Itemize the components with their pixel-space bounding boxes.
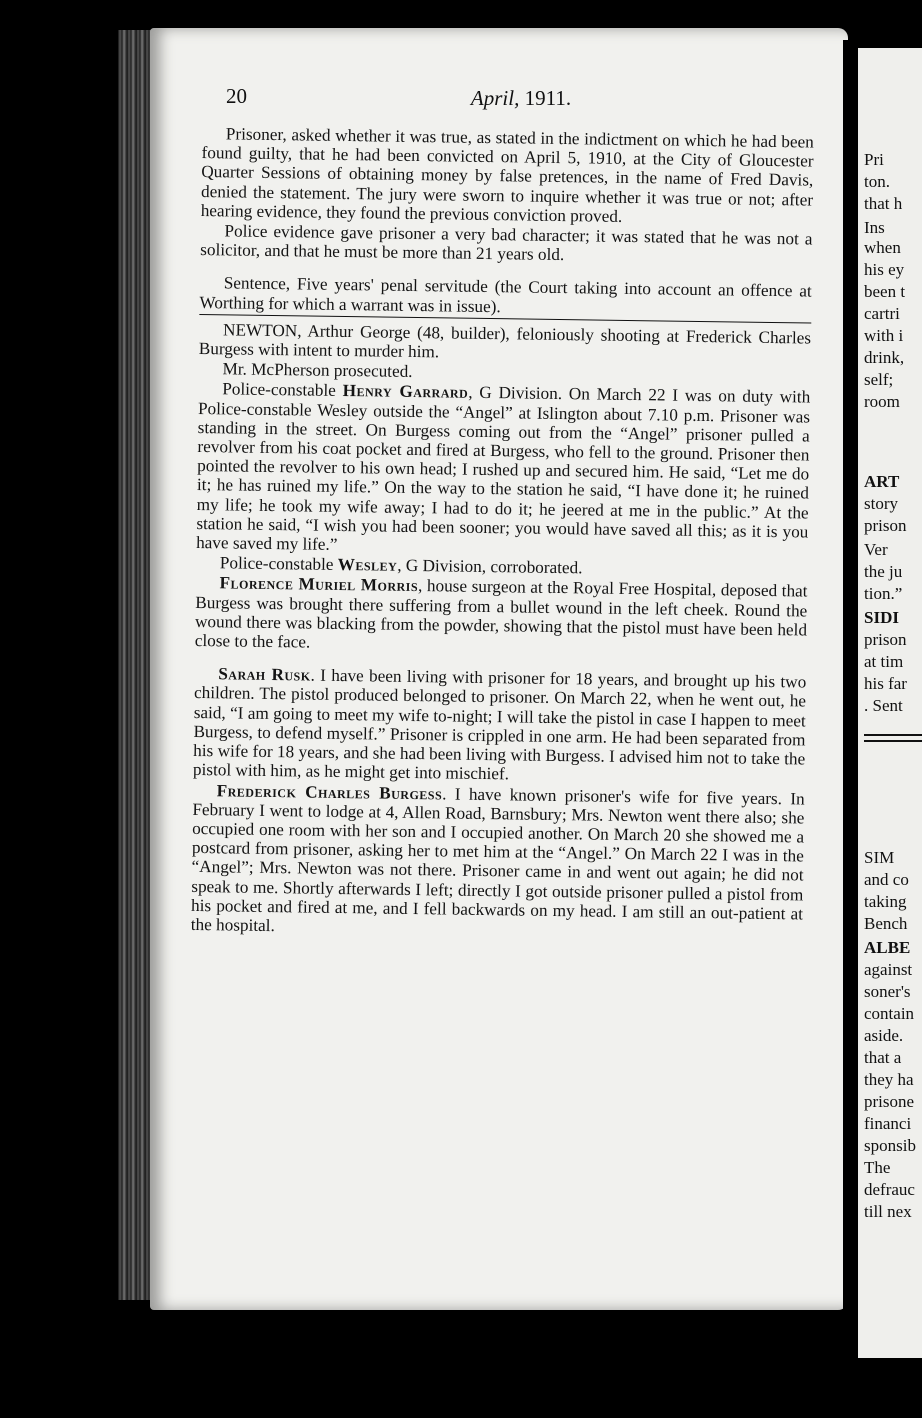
right-page-fragment: story [864, 494, 898, 513]
right-page-fragment: that a [864, 1048, 902, 1067]
right-page-fragment: ton. [864, 172, 890, 191]
right-page-rule [864, 740, 922, 742]
right-page-rule [864, 734, 922, 736]
right-page-fragment: tion.” [864, 584, 903, 603]
right-page-fragment: Pri [864, 150, 884, 169]
right-page-fragment: Ver [864, 540, 888, 559]
right-page-fragment: SIM [864, 848, 895, 867]
page-number: 20 [226, 84, 247, 108]
case-heading: NEWTON, Arthur George (48, builder), feloniously shooting at Frederick Charles Burgess with intent to murder him. [198, 320, 812, 362]
witness-name: Frederick Charles Burgess [216, 780, 443, 803]
right-page-fragment: ART [864, 472, 900, 491]
right-page-fragment: . Sent [864, 696, 903, 715]
right-page-fragment: till nex [864, 1202, 912, 1221]
right-page-fragment: prison [864, 630, 907, 649]
right-page-fragment: and co [864, 870, 909, 889]
testimony-text: , house surgeon at the Royal Free Hospital, deposed that Burgess was brought there suffering from a bullet wound in the left cheek. Round the wound there was blacking from the powder, showing that the pistol must have been held close to the face. [194, 576, 808, 652]
right-page-fragment: been t [864, 282, 906, 301]
right-page-fragment: sponsib [864, 1136, 916, 1155]
testimony-text: , G Division, corroborated. [397, 556, 583, 578]
page-date-year: 1911. [524, 86, 572, 110]
right-page-fragment: with i [864, 326, 904, 345]
page-body [191, 124, 814, 944]
right-page-fragment: cartri [864, 304, 900, 323]
right-page-fragment: The [864, 1158, 891, 1177]
paragraph: Police evidence gave prisoner a very bad character; it was stated that he was not a solicitor, and that he must be more than 21 years old. [200, 221, 813, 265]
right-page-fragment: prisone [864, 1092, 915, 1111]
right-page-fragment: aside. [864, 1026, 904, 1045]
right-page-fragment: they ha [864, 1070, 914, 1089]
right-page-fragment: SIDI [864, 608, 899, 627]
right-page-fragment: defrauc [864, 1180, 915, 1199]
right-page-fragment: the ju [864, 562, 903, 581]
right-page-fragment: self; [864, 370, 894, 389]
witness-name: Wesley [337, 555, 398, 576]
right-page-edge [858, 48, 922, 1358]
witness-role: Police-constable [222, 379, 343, 401]
testimony-text: . I have been living with prisoner for 18 years, and brought up his two children. The pistol produced belonged to prisoner. On March 22, when he went out, he said, “I am going to meet my wife to-night; I will take the pistol in case I happen to meet Burgess, to defend myself.” Prisoner is crippled in one arm. He had been separated from his wife for 18 years, and she had been living with Burgess. I advised him not to take the pistol with him, as he might get into mischief. [192, 665, 807, 784]
paragraph: Sentence, Five years' penal servitude (the Court taking into account an offence at Worthing for which a warrant was in issue). [199, 273, 812, 316]
witness-name: Sarah Rusk [218, 664, 311, 685]
witness-role: Police-constable [219, 553, 338, 575]
right-page-fragment: soner's [864, 982, 911, 1001]
paragraph: Prisoner, asked whether it was true, as stated in the indictment on which he had been found guilty, that he had been convicted on April 5, 1910, at the City of Gloucester Quarter Sessions of obtaining money by false pretences, in the name of Fred Davis, denied the statement. The jury were sworn to inquire whether it was true or not; after hearing evidence, they found the previous conviction proved. [200, 124, 814, 226]
right-page-fragment: ALBE [864, 938, 911, 957]
right-page-fragment: taking [864, 892, 907, 911]
right-page-fragment: prison [864, 516, 907, 535]
right-page-fragment: that h [864, 194, 903, 213]
right-page-fragment: at tim [864, 652, 904, 671]
testimony-text: . I have known prisoner's wife for five years. In February I went to lodge at 4, Allen Road, Barnsbury; Mrs. Newton went there also; she occupied one room with her son and I occupied another. On March 20 she showed me a postcard from prisoner, asking her to met him at the “Angel.” On March 22 I was in the “Angel”; Mrs. Newton was not there. Prisoner came in and went out again; he did not speak to me. Shortly afterwards I left; directly I got outside prisoner pulled a pistol from his pocket and fired at me, and I fell backwards on my head. I am still an out-patient at the hospital. [190, 783, 805, 936]
witness-name: Florence Muriel Morris [219, 573, 419, 596]
witness-name: Henry Garrard [342, 381, 469, 403]
right-page-fragment: drink, [864, 348, 905, 367]
page-date-month: April, [470, 86, 520, 110]
right-page-fragment: when [864, 238, 901, 257]
page-date [226, 86, 816, 111]
right-page-fragment: room [864, 392, 900, 411]
witness-testimony [191, 780, 805, 942]
right-page-fragment: against [864, 960, 913, 979]
witness-testimony [195, 573, 808, 658]
right-page-fragment: his ey [864, 260, 905, 279]
right-page-fragment: Ins [864, 218, 885, 237]
testimony-text: , G Division. On March 22 I was on duty with Police-constable Wesley outside the “Angel” at Islington about 7.10 p.m. Prisoner was standing in the street. On Burgess coming out from the “Angel” prisoner pulled a revolver from his coat pocket and fired at Burgess, who fell to the ground. Prisoner then pointed the revolver to his own head; I rushed up and secured him. He said, “Let me do it; he has ruined my life.” On the way to the station he said, “I have done it; he ruined my life; he took my wife away; I had to do it; he jeered at me in the public.” At the station he said, “I wish you had been sooner; you would have saved all this; as it is you have saved my life.” [196, 383, 811, 554]
page-header [226, 84, 816, 124]
witness-testimony [193, 664, 807, 788]
witness-testimony [196, 379, 810, 560]
right-page-fragment: financi [864, 1114, 912, 1133]
left-page [150, 28, 848, 1310]
paragraph: Mr. McPherson prosecuted. [222, 359, 413, 382]
right-page-fragment: Bench [864, 914, 908, 933]
right-page-fragment: his far [864, 674, 907, 693]
right-page-fragment: contain [864, 1004, 915, 1023]
